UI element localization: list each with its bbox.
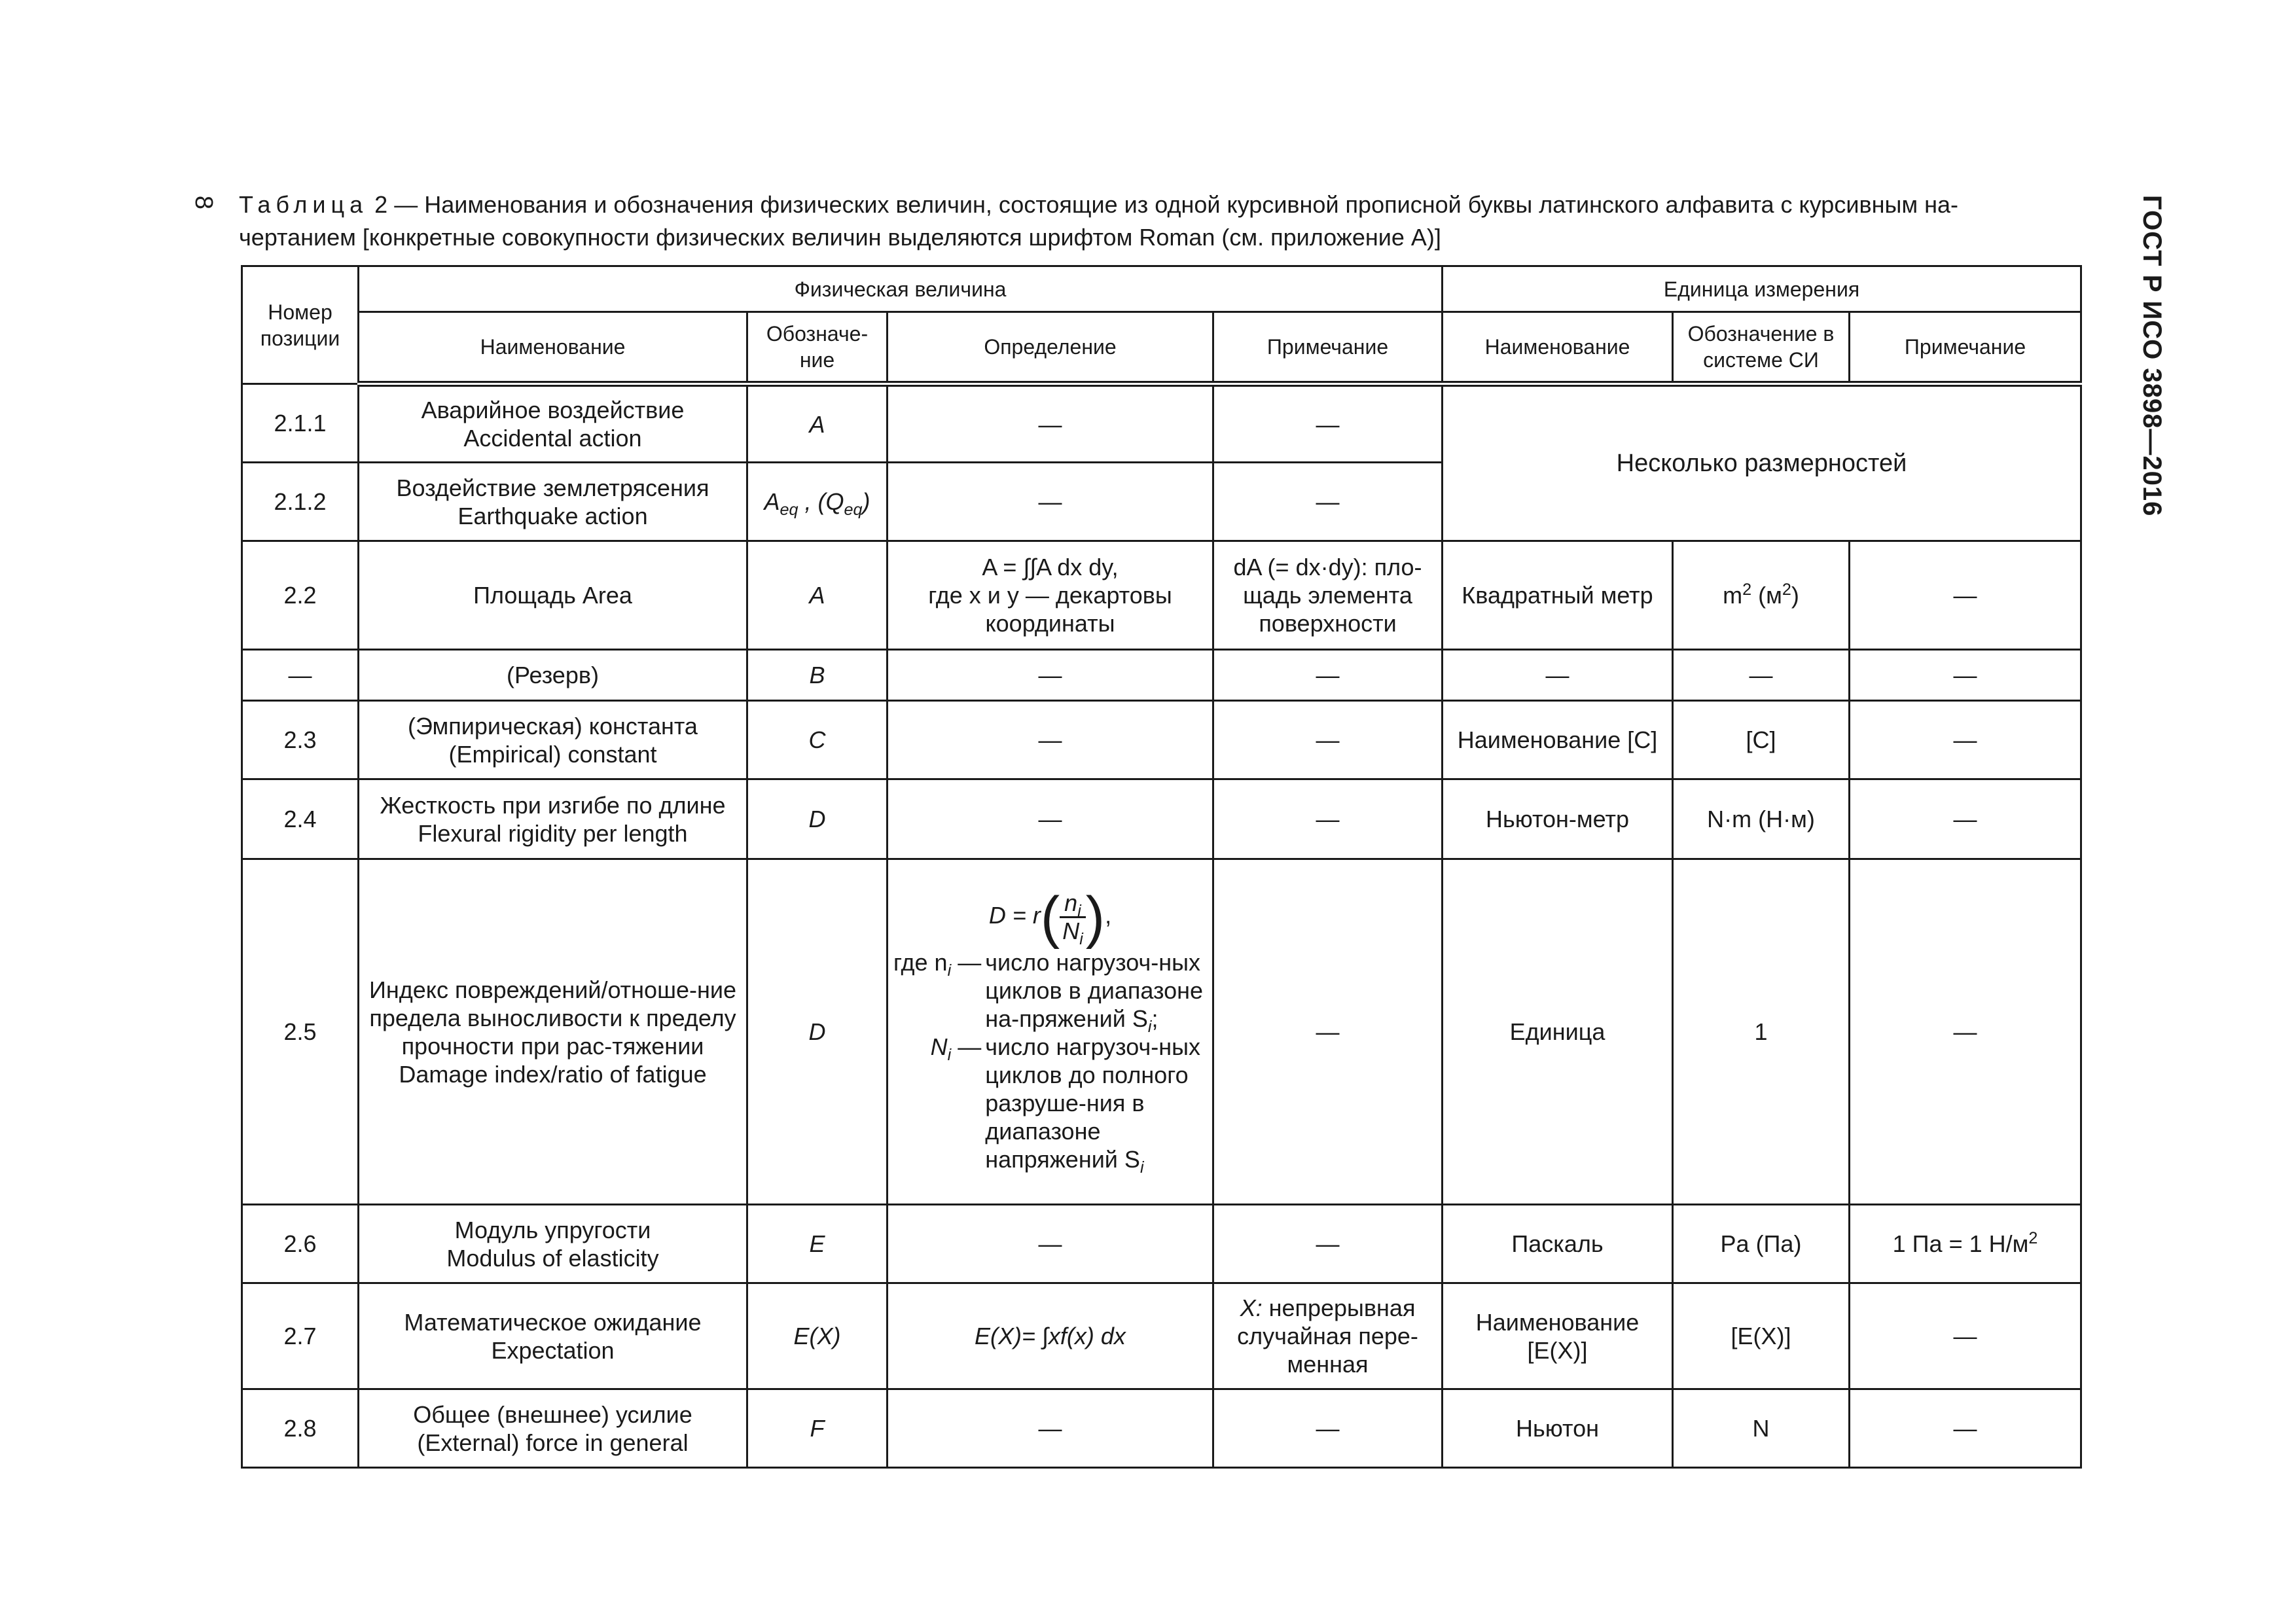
definition-text: координаты — [985, 610, 1115, 637]
page-number: 8 — [190, 195, 218, 210]
cell-name: (Резерв) — [359, 650, 747, 701]
name-en: Damage index/ratio of fatigue — [399, 1060, 707, 1088]
cell-symbol: A — [747, 541, 888, 650]
table-row — [242, 779, 2081, 859]
name-en: Expectation — [491, 1336, 615, 1364]
caption-number: 2 — [374, 191, 388, 218]
cell-position: 2.3 — [242, 701, 359, 779]
cell-name — [359, 701, 747, 779]
name-ru: Индекс повреждений/отноше-ние предела выносливости к пределу прочности при рас-тяжении — [369, 976, 736, 1060]
name-ru: Общее (внешнее) усилие — [413, 1400, 692, 1428]
cell-position: 2.5 — [242, 859, 359, 1205]
cell-unit-note: — — [1850, 1389, 2081, 1468]
cell-unit-note: — — [1850, 859, 2081, 1205]
cell-unit-note: — — [1850, 701, 2081, 779]
cell-unit-name: Ньютон — [1443, 1389, 1673, 1468]
header-definition: Определение — [888, 312, 1213, 384]
cell-note: dA (= dx·dy): пло-щадь элемента поверхности — [1213, 541, 1443, 650]
fraction: $\frac{n_i}{N_i}$ — [1060, 890, 1086, 944]
name-en: Modulus of elasticity — [446, 1244, 659, 1272]
header-note: Примечание — [1213, 312, 1443, 384]
cell-name — [359, 779, 747, 859]
name-ru: (Эмпирическая) константа — [408, 712, 698, 740]
name-en: (Empirical) constant — [448, 740, 657, 768]
document-title: ГОСТ Р ИСО 3898—2016 — [2138, 195, 2166, 517]
cell-symbol: A — [747, 384, 888, 463]
cell-note: — — [1213, 1389, 1443, 1468]
caption-text: — Наименования и обозначения физических величин, состоящие из одной курсивной прописной буквы латинского алфавита с курсивным на-чертанием [конкретные совокупности физических величин выделяются шрифтом Roman (см. приложение А)] — [239, 191, 1958, 251]
cell-note: X: непрерывная случайная пере-менная — [1213, 1283, 1443, 1389]
definition-text: где x и y — декартовы — [928, 582, 1172, 609]
name-en: Accidental action — [463, 425, 642, 452]
definition-where-list: где $n_i$ — число нагрузоч-ных циклов в диапазоне на-пряжений $S_i$; $N_i$ — число нагрузоч-ных циклов до полного разруше-ния в диапазоне напряжений $S_i$ — [893, 949, 1204, 1177]
table-row — [242, 650, 2081, 701]
cell-name — [359, 859, 747, 1205]
cell-definition — [888, 859, 1213, 1205]
cell-definition: — — [888, 1205, 1213, 1283]
quantities-table — [241, 265, 2082, 1469]
cell-symbol: C — [747, 701, 888, 779]
cell-note: — — [1213, 859, 1443, 1205]
cell-unit-si: N — [1673, 1389, 1850, 1468]
cell-definition: — — [888, 384, 1213, 463]
cell-definition: — — [888, 1389, 1213, 1468]
cell-unit-name: Ньютон-метр — [1443, 779, 1673, 859]
cell-symbol: $A_{eq}$ , $(Q_{eq})$ — [747, 463, 888, 541]
cell-name — [359, 463, 747, 541]
table-caption — [239, 188, 2072, 254]
definition-formula: D = r( $\frac{n_i}{N_i}$ ), — [988, 884, 1112, 950]
cell-definition: E(X)= ∫xf(x) dx — [888, 1283, 1213, 1389]
cell-unit-name: — — [1443, 650, 1673, 701]
cell-unit-name: Квадратный метр — [1443, 541, 1673, 650]
cell-definition — [888, 541, 1213, 650]
cell-unit-si: $m^2$ $(м^2)$ — [1673, 541, 1850, 650]
cell-name — [359, 1283, 747, 1389]
cell-position: 2.4 — [242, 779, 359, 859]
cell-symbol: E(X) — [747, 1283, 888, 1389]
cell-name — [359, 1205, 747, 1283]
name-ru: Математическое ожидание — [404, 1308, 702, 1336]
cell-unit-note: — — [1850, 779, 2081, 859]
cell-position: 2.1.1 — [242, 384, 359, 463]
header-unit-note: Примечание — [1850, 312, 2081, 384]
cell-unit-si: 1 — [1673, 859, 1850, 1205]
name-ru: Аварийное воздействие — [421, 397, 685, 423]
cell-symbol: D — [747, 859, 888, 1205]
cell-note: — — [1213, 650, 1443, 701]
name-en: Flexural rigidity per length — [418, 819, 688, 847]
header-unit-group: Единица измерения — [1443, 266, 2081, 312]
cell-name — [359, 384, 747, 463]
cell-note: — — [1213, 1205, 1443, 1283]
header-symbol: Обозначе-ние — [747, 312, 888, 384]
cell-unit-si: [C] — [1673, 701, 1850, 779]
cell-unit-note: — — [1850, 1283, 2081, 1389]
table-row — [242, 1205, 2081, 1283]
table-row — [242, 1283, 2081, 1389]
caption-label: Таблица — [239, 191, 368, 218]
cell-note: — — [1213, 779, 1443, 859]
cell-definition: — — [888, 463, 1213, 541]
cell-unit-note: — — [1850, 650, 2081, 701]
name-en: (External) force in general — [417, 1429, 689, 1456]
table-row — [242, 384, 2081, 463]
name-en: Earthquake action — [457, 502, 648, 529]
name-ru: Воздействие землетрясения — [396, 474, 709, 501]
cell-symbol: E — [747, 1205, 888, 1283]
cell-unit-name: Паскаль — [1443, 1205, 1673, 1283]
cell-unit-si: — — [1673, 650, 1850, 701]
definition-formula: A = ∫∫A dx dy, — [982, 554, 1119, 580]
cell-definition: — — [888, 779, 1213, 859]
table-row — [242, 1389, 2081, 1468]
table-row — [242, 859, 2081, 1205]
cell-unit-si: Pa (Па) — [1673, 1205, 1850, 1283]
header-name: Наименование — [359, 312, 747, 384]
cell-symbol: B — [747, 650, 888, 701]
cell-note: — — [1213, 384, 1443, 463]
cell-note: — — [1213, 701, 1443, 779]
cell-note: — — [1213, 463, 1443, 541]
cell-unit-name: Наименование [C] — [1443, 701, 1673, 779]
table-row — [242, 701, 2081, 779]
header-quantity-group: Физическая величина — [359, 266, 1443, 312]
cell-definition: — — [888, 701, 1213, 779]
cell-unit-note: 1 Па = 1 $Н/м^2$ — [1850, 1205, 2081, 1283]
cell-unit-si: N·m (Н·м) — [1673, 779, 1850, 859]
cell-unit-name: Наименование [E(X)] — [1443, 1283, 1673, 1389]
header-unit-name: Наименование — [1443, 312, 1673, 384]
cell-position: 2.1.2 — [242, 463, 359, 541]
cell-position: 2.8 — [242, 1389, 359, 1468]
name-ru: Модуль упругости — [454, 1216, 651, 1243]
cell-multi-dim: Несколько размерностей — [1443, 384, 2081, 541]
cell-definition: — — [888, 650, 1213, 701]
cell-unit-note: — — [1850, 541, 2081, 650]
cell-position: 2.6 — [242, 1205, 359, 1283]
cell-position: 2.2 — [242, 541, 359, 650]
cell-position: 2.7 — [242, 1283, 359, 1389]
cell-unit-name: Единица — [1443, 859, 1673, 1205]
table-row — [242, 541, 2081, 650]
cell-name: Площадь Area — [359, 541, 747, 650]
cell-position: — — [242, 650, 359, 701]
cell-symbol: D — [747, 779, 888, 859]
cell-symbol: F — [747, 1389, 888, 1468]
header-unit-si: Обозначение в системе СИ — [1673, 312, 1850, 384]
cell-name — [359, 1389, 747, 1468]
cell-unit-si: [E(X)] — [1673, 1283, 1850, 1389]
name-ru: Жесткость при изгибе по длине — [380, 791, 726, 819]
header-position: Номер позиции — [242, 266, 359, 384]
